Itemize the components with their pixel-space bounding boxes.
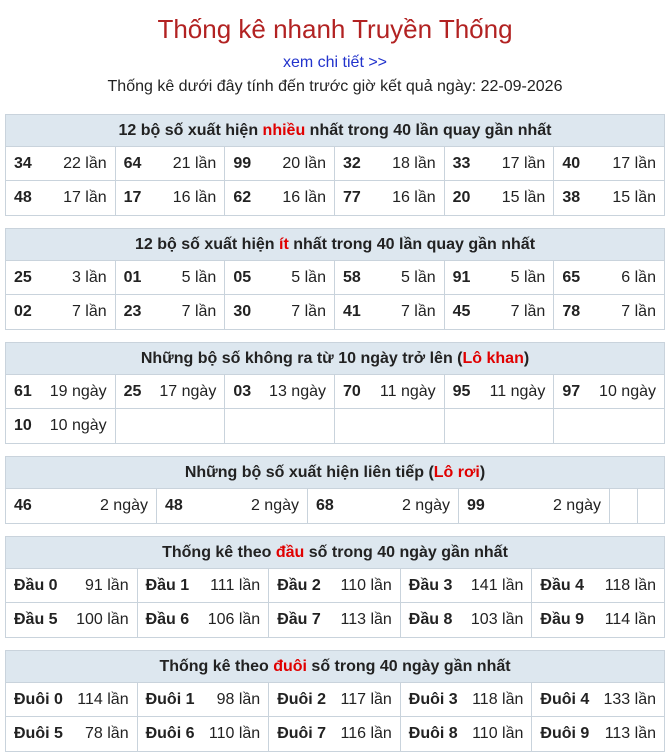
stat-cell [445,181,555,215]
stat-number: 48 [165,497,183,514]
stat-count: 114 lần [604,611,656,628]
stat-count: 17 ngày [159,382,217,400]
stat-cell [445,147,555,181]
stat-cell [225,181,335,215]
empty-cell [610,489,638,523]
stat-number: 33 [452,154,471,172]
stat-number: 03 [233,382,252,400]
stat-cell [225,375,335,409]
stat-count: 15 lần [501,189,546,206]
stat-cell [532,603,664,637]
stat-count: 111 lần [210,576,261,594]
section-heading: Những bộ số không ra từ 10 ngày trở lên (Lô khan) [6,343,664,375]
stat-cell [532,569,664,603]
stat-number: 99 [233,154,252,172]
stat-count: 6 lần [621,268,656,286]
stat-number: 68 [316,497,334,514]
stat-cell [335,375,445,409]
stat-number: 25 [14,268,32,286]
stat-cell [6,261,116,295]
stat-cell [116,147,226,181]
stat-number: Đầu 3 [408,576,453,594]
stat-number: Đuôi 5 [14,725,63,742]
stat-number: Đầu 1 [145,576,190,594]
stat-number: 25 [123,382,142,400]
stat-count: 114 lần [77,690,129,708]
stat-number: Đuôi 9 [540,725,590,742]
empty-cell [116,409,226,443]
stat-count: 7 lần [181,303,217,320]
stat-cell [532,683,664,717]
stat-number: Đuôi 3 [408,690,458,708]
stat-cell [157,489,308,523]
section-heading: Thống kê theo đầu số trong 40 ngày gần nhất [6,537,664,569]
stat-cell [6,409,116,443]
stat-cell [116,181,226,215]
stat-cell [401,683,533,717]
stat-count: 2 ngày [401,497,450,514]
stat-count: 106 lần [207,611,261,628]
stat-number: Đầu 8 [408,611,453,628]
stat-number: Đuôi 8 [408,725,458,742]
stat-number: Đầu 5 [14,611,58,628]
stat-count: 16 lần [392,189,436,206]
section-heading: 12 bộ số xuất hiện ít nhất trong 40 lần quay gần nhất [6,229,664,261]
stat-number: 02 [14,303,32,320]
stat-count: 15 lần [612,189,656,206]
page-title: Thống kê nhanh Truyền Thống [157,14,513,44]
stat-count: 7 lần [510,303,546,320]
stat-number: 95 [452,382,471,400]
stat-count: 16 lần [172,189,217,206]
stat-cell [116,295,226,329]
stat-count: 10 ngày [599,382,656,400]
roi-grid [6,489,664,523]
stat-count: 22 lần [63,154,107,172]
stat-number: Đầu 0 [14,576,58,594]
stat-number: Đuôi 7 [277,725,327,742]
stat-cell [554,375,664,409]
stat-count: 5 lần [400,268,436,286]
stat-count: 11 ngày [489,382,546,400]
stat-count: 17 lần [612,154,656,172]
section-heading: 12 bộ số xuất hiện nhiều nhất trong 40 lần quay gần nhất [6,115,664,147]
stat-cell [6,295,116,329]
stat-count: 7 lần [400,303,436,320]
stat-cell [308,489,459,523]
stat-number: Đuôi 4 [540,690,590,708]
empty-cell [225,409,335,443]
stat-count: 116 lần [340,725,392,742]
stat-count: 2 ngày [99,497,148,514]
stat-cell [335,295,445,329]
stat-count: 103 lần [470,611,524,628]
page-subtitle: Thống kê dưới đây tính đến trước giờ kết quả ngày: 22-09-2026 [107,78,563,95]
lo-roi-section [5,456,665,524]
stat-number: 77 [342,189,361,206]
stat-count: 10 ngày [49,417,107,434]
stat-number: Đầu 6 [145,611,190,628]
section-heading: Thống kê theo đuôi số trong 40 ngày gần nhất [6,651,664,683]
stat-cell [532,717,664,751]
stat-number: 41 [342,303,361,320]
stat-count: 113 lần [604,725,656,742]
stat-cell [225,261,335,295]
stat-cell [335,181,445,215]
stat-cell [138,603,270,637]
stat-count: 19 ngày [49,382,107,400]
stat-cell [6,489,157,523]
stat-count: 78 lần [85,725,129,742]
stat-cell [554,295,664,329]
stat-count: 16 lần [282,189,326,206]
stat-cell [116,261,226,295]
stat-cell [116,375,226,409]
stat-cell [6,375,116,409]
stat-cell [459,489,610,523]
stat-cell [554,261,664,295]
stat-number: Đầu 9 [540,611,584,628]
stat-number: 97 [562,382,581,400]
stat-cell [335,261,445,295]
stat-number: Đuôi 1 [145,690,195,708]
stat-number: 17 [123,189,142,206]
least-grid [6,261,664,329]
khan-grid [6,375,664,443]
stat-cell [138,717,270,751]
least-frequent-section [5,228,665,330]
duoi-stats-section [5,650,665,752]
stat-cell [445,295,555,329]
stat-count: 2 ngày [250,497,299,514]
stat-cell [225,147,335,181]
stat-count: 98 lần [216,690,261,708]
stat-count: 20 lần [282,154,326,172]
empty-cell [335,409,445,443]
stat-cell [225,295,335,329]
stat-number: Đầu 4 [540,576,584,594]
stat-count: 133 lần [603,690,656,708]
stat-number: 10 [14,417,32,434]
stat-count: 117 lần [340,690,392,708]
stat-number: 91 [452,268,471,286]
stat-count: 110 lần [340,576,392,594]
lo-khan-section [5,342,665,444]
stat-cell [554,181,664,215]
stat-cell [138,683,270,717]
stat-cell [138,569,270,603]
stat-number: 70 [342,382,361,400]
stat-number: Đầu 2 [277,576,321,594]
stat-cell [269,683,401,717]
dau-grid [6,569,664,637]
stat-cell [6,569,138,603]
stat-count: 7 lần [621,303,656,320]
stat-cell [401,717,533,751]
stat-cell [401,603,533,637]
stat-number: 62 [233,189,252,206]
stat-cell [6,717,138,751]
section-heading: Những bộ số xuất hiện liên tiếp (Lô rơi) [6,457,664,489]
stat-number: 61 [14,382,32,400]
stat-cell [445,375,555,409]
stat-count: 17 lần [501,154,546,172]
stat-count: 3 lần [71,268,107,286]
stat-number: Đầu 7 [277,611,321,628]
stat-number: 01 [123,268,142,286]
stat-number: Đuôi 6 [145,725,195,742]
stat-number: 40 [562,154,581,172]
stat-cell [6,683,138,717]
stat-number: 78 [562,303,581,320]
stat-count: 5 lần [510,268,546,286]
stat-number: 48 [14,189,32,206]
stat-count: 110 lần [472,725,524,742]
stat-cell [6,147,116,181]
stat-count: 2 ngày [552,497,601,514]
stat-cell [554,147,664,181]
stat-count: 110 lần [208,725,261,742]
stat-count: 91 lần [85,576,129,594]
empty-cell [554,409,664,443]
stat-number: 65 [562,268,581,286]
stat-count: 13 ngày [269,382,326,400]
stat-number: 20 [452,189,471,206]
stat-cell [445,261,555,295]
stat-number: 64 [123,154,142,172]
stat-number: 45 [452,303,471,320]
detail-link[interactable]: xem chi tiết >> [282,54,388,71]
stat-number: 32 [342,154,361,172]
empty-cell [638,489,666,523]
stat-count: 18 lần [392,154,436,172]
stat-count: 5 lần [291,268,326,286]
stat-count: 113 lần [340,611,392,628]
stat-count: 7 lần [71,303,107,320]
duoi-grid [6,683,664,751]
stat-count: 100 lần [76,611,129,628]
dau-stats-section [5,536,665,638]
most-frequent-section [5,114,665,216]
stat-number: Đuôi 0 [14,690,63,708]
stat-cell [6,603,138,637]
stat-cell [335,147,445,181]
stat-count: 11 ngày [379,382,436,400]
empty-cell [445,409,555,443]
stat-number: 38 [562,189,581,206]
stat-number: 46 [14,497,32,514]
stat-cell [269,569,401,603]
stat-count: 7 lần [291,303,326,320]
stat-number: Đuôi 2 [277,690,327,708]
stat-number: 05 [233,268,252,286]
stat-count: 118 lần [604,576,656,594]
stat-count: 21 lần [172,154,217,172]
most-grid [6,147,664,215]
stat-count: 5 lần [181,268,217,286]
stat-cell [269,603,401,637]
stat-number: 30 [233,303,252,320]
stat-cell [401,569,533,603]
stat-number: 23 [123,303,142,320]
stat-number: 34 [14,154,32,172]
stat-count: 118 lần [472,690,524,708]
stat-cell [6,181,116,215]
stat-count: 17 lần [63,189,107,206]
stat-count: 141 lần [470,576,524,594]
stat-number: 58 [342,268,361,286]
stat-cell [269,717,401,751]
stat-number: 99 [467,497,485,514]
